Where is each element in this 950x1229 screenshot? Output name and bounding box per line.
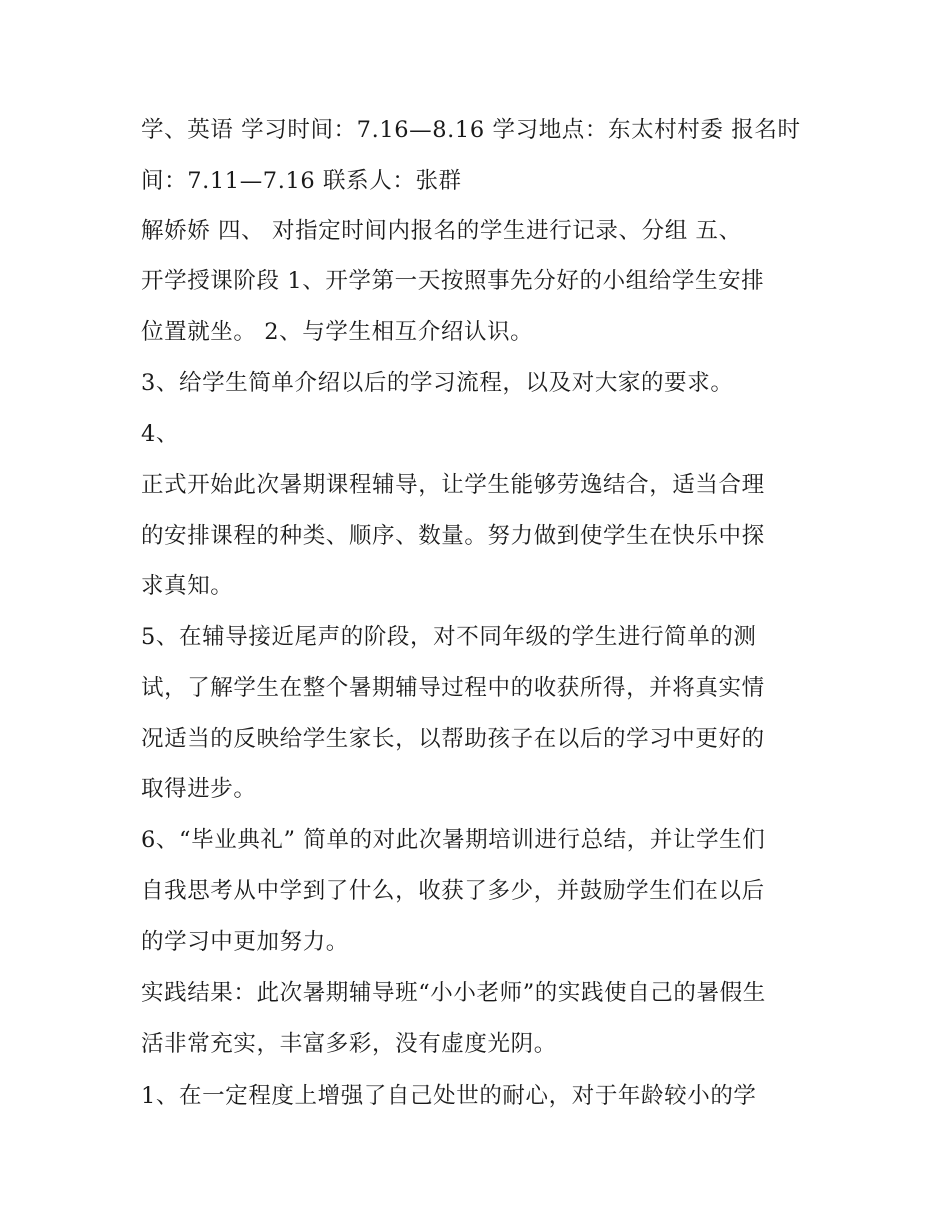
text-line: 位置就坐。 2、与学生相互介绍认识。	[141, 319, 534, 345]
text-line: 的安排课程的种类、顺序、数量。努力做到使学生在快乐中探	[141, 523, 765, 549]
text-line: 学、英语 学习时间：7.16—8.16 学习地点：东太村村委 报名时	[141, 117, 801, 143]
text-line: 况适当的反映给学生家长，以帮助孩子在以后的学习中更好的	[141, 726, 765, 752]
text-line: 5、在辅导接近尾声的阶段，对不同年级的学生进行简单的测	[141, 624, 757, 650]
text-line: 自我思考从中学到了什么，收获了多少，并鼓励学生们在以后	[141, 878, 765, 904]
text-line: 求真知。	[141, 573, 234, 599]
text-line: 解娇娇 四、 对指定时间内报名的学生进行记录、分组 五、	[141, 218, 742, 244]
text-line: 6、“毕业典礼” 简单的对此次暑期培训进行总结，并让学生们	[141, 827, 766, 853]
text-line: 活非常充实，丰富多彩，没有虚度光阴。	[141, 1031, 557, 1057]
text-line: 4、	[141, 421, 180, 447]
text-line: 3、给学生简单介绍以后的学习流程，以及对大家的要求。	[141, 370, 734, 396]
text-line: 开学授课阶段 1、开学第一天按照事先分好的小组给学生安排	[141, 268, 765, 294]
text-line: 正式开始此次暑期课程辅导，让学生能够劳逸结合，适当合理	[141, 472, 765, 498]
text-line: 1、在一定程度上增强了自己处世的耐心，对于年龄较小的学	[141, 1083, 757, 1109]
text-line: 间：7.11—7.16 联系人：张群	[141, 168, 462, 194]
text-line: 的学习中更加努力。	[141, 929, 349, 955]
text-line: 实践结果：此次暑期辅导班“小小老师”的实践使自己的暑假生	[141, 980, 766, 1006]
text-line: 试，了解学生在整个暑期辅导过程中的收获所得，并将真实情	[141, 675, 765, 701]
text-line: 取得进步。	[141, 776, 257, 802]
